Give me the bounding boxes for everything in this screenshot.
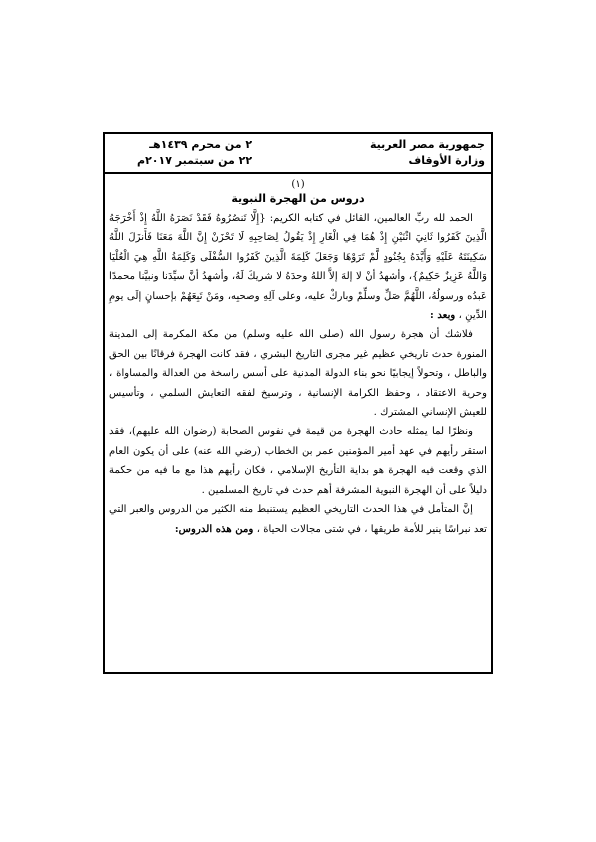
hijri-date: ٢ من محرم ١٤٣٩هـ (149, 138, 253, 151)
sermon-frame (103, 132, 493, 674)
lessons-heading: ومن هذه الدروس: (174, 522, 254, 535)
sermon-body (109, 176, 487, 670)
issuer-block (370, 137, 485, 169)
opening-text: الحمد لله ربِّ العالمين، القائل في كتابه الكريم: {إِلَّا تَنصُرُوهُ فَقَدْ نَصَرَهُ اللَّهُ إِذْ أَخْرَجَهُ الَّذِينَ كَفَرُوا ثَانِيَ اثْنَيْنِ إِذْ هُمَا فِي الْغَارِ إِذْ يَقُولُ لِصَاحِبِهِ لَا تَحْزَنْ إِنَّ اللَّهَ مَعَنَا فَأَنزَلَ اللَّهُ سَكِينَتَهُ عَلَيْهِ وَأَيَّدَهُ بِجُنُودٍ لَّمْ تَرَوْهَا وَجَعَلَ كَلِمَةَ الَّذِينَ كَفَرُوا السُّفْلَى وَكَلِمَةُ اللَّهِ هِيَ الْعُلْيَا وَاللَّهُ عَزِيزٌ حَكِيمٌ}، وأشهدُ أنْ لا إلهَ إلاَّ اللهُ وحدَهُ لا شريكَ لَهُ، وأشهدُ أنَّ سيِّدَنا ونبيَّنا محمدًا عَبدُه ورسولُهُ، اللَّهُمَّ صَلِّ وسلِّمْ وباركْ عليه، وعلى آلِهِ وصحبِه، ومَنْ تَبِعَهُمْ بإحسانٍ إلَى يومِ الدِّينِ ، (109, 213, 487, 322)
lessons-text: إنَّ المتأمل في هذا الحدث التاريخي العظيم يستنبط منه الكثير من الدروس والعبر التي تعد نبراسًا ينير للأمة طريقها ، في شتى مجالات الحياة ، (109, 504, 487, 535)
opening-paragraph (109, 209, 487, 325)
ministry-name: وزارة الأوقاف (408, 154, 485, 167)
gregorian-date: ٢٢ من سبتمبر ٢٠١٧م (137, 154, 253, 167)
calendar-paragraph: ونظرًا لما يمثله حادث الهجرة من قيمة في نفوس الصحابة (رضوان الله عليهم)، فقد استقر رأيهم في عهد أمير المؤمنين عمر بن الخطاب (رضي الله عنه) على أن يكون العام الذي وقعت فيه الهجرة هو بداية التأريخ الإسلامي ، فكان رأيهم هذا مع ما فيه من حكمة دليلاً على أن الهجرة النبوية المشرفة أهم حدث في تاريخ المسلمين . (109, 426, 487, 496)
document-header (105, 134, 491, 174)
hijra-paragraph: فلاشك أن هجرة رسول الله (صلى الله عليه وسلم) من مكة المكرمة إلى المدينة المنورة حدث تاريخي عظيم غير مجرى التاريخ البشري ، فقد كانت الهجرة فرقانًا بين الحق والباطل ، وتحولاً إيجابيًا نحو بناء الدولة المدنية على أسس راسخة من العدالة والمساواة ، وحرية الاعتقاد ، وحفظ الكرامة الإنسانية ، وترسيخ لفقه التعايش السلمي ، وتأسيس للعيش الإنساني المشترك . (109, 329, 487, 419)
lessons-paragraph (109, 500, 487, 539)
transition-word: وبعد : (430, 309, 456, 322)
date-block (137, 137, 252, 169)
sermon-title: دروس من الهجرة النبوية (231, 192, 365, 205)
sermon-number: (١) (291, 179, 305, 190)
country-name: جمهورية مصر العربية (370, 138, 485, 151)
